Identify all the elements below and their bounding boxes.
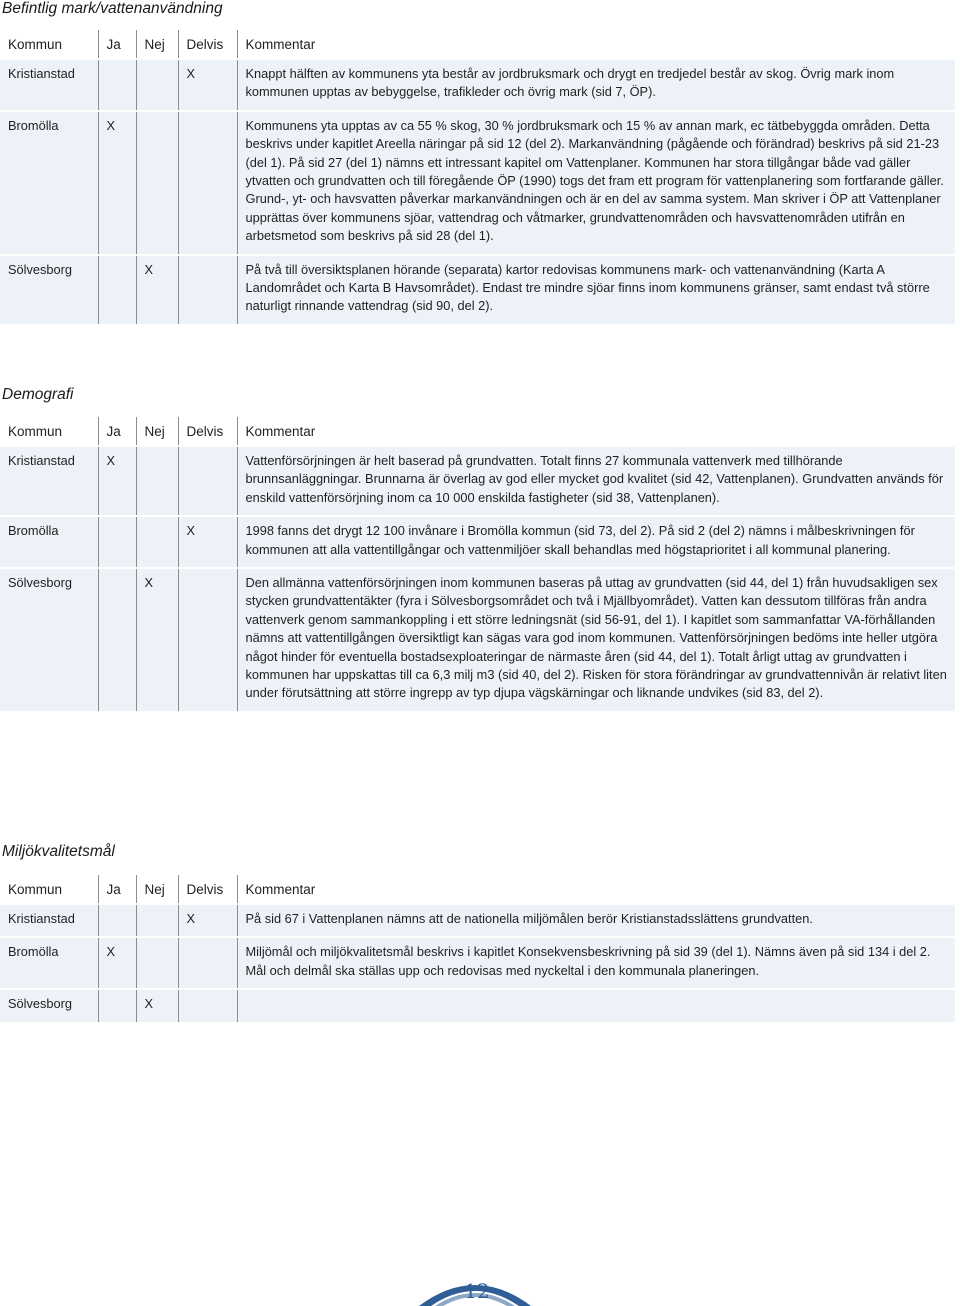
cell-kommun: Bromölla — [0, 937, 98, 989]
header-kommun: Kommun — [8, 881, 63, 897]
cell-nej: X — [136, 989, 178, 1021]
header-delvis: Delvis — [178, 417, 237, 446]
cell-delvis: X — [178, 516, 237, 568]
assessment-table — [0, 875, 955, 1022]
page-number: 12 — [464, 1279, 490, 1303]
cell-kommentar: Den allmänna vattenförsörjningen inom kommunen baseras på uttag av grundvatten (sid 44, del 1) från huvudsakligen sex stycken grundvattentäkter (fyra i Sölvesborgsområdet och två i Mjällbyområdet). Vatten kan dessutom tillföras från andra vattenverk genom sammankoppling i ett större ledningsnät (sid 56-91, del 1). I kapitlet som sammanfattar VA-förhållanden nämns att vattentillgången översiktligt kan sägas vara god inom kommunen. Vattenförsörjningen bedöms inte heller utgöra något hinder för eventuella bostadsexploateringar de närmaste åren (sid 44, del 1). Totalt årligt uttag av grundvatten i kommunen har uppskattas till ca 6,3 milj m3 (sid 40, del 2). Risken för stora förändringar av grundvattennivån är relativt liten under förutsättning att större ingrepp av typ djupa vägskärningar och liknande undvikes (sid 83, del 2). — [237, 568, 955, 711]
cell-kommentar: På sid 67 i Vattenplanen nämns att de nationella miljömålen berör Kristianstadsslättens grundvatten. — [237, 904, 955, 937]
cell-ja: X — [98, 111, 136, 255]
header-kommentar: Kommentar — [237, 417, 955, 446]
header-ja: Ja — [98, 30, 136, 59]
section-title: Demografi — [2, 386, 74, 403]
cell-kommentar: Vattenförsörjningen är helt baserad på grundvatten. Totalt finns 27 kommunala vattenverk med tillhörande brunnsanläggningar. Brunnarna är överlag av god eller mycket god kvalitet (sid 42, Vattenplanen). Grundvatten används för enskild vattenförsörjning inom ca 10 000 enskilda fastigheter (sid 38, Vattenplanen). — [237, 446, 955, 516]
cell-kommun: Kristianstad — [0, 446, 98, 516]
table-row — [0, 904, 955, 937]
cell-nej — [136, 59, 178, 111]
cell-ja: X — [98, 446, 136, 516]
cell-nej: X — [136, 568, 178, 711]
section-title: Befintlig mark/vattenanvändning — [2, 0, 223, 17]
assessment-table — [0, 30, 955, 324]
cell-delvis — [178, 111, 237, 255]
cell-kommentar: Miljömål och miljökvalitetsmål beskrivs i kapitlet Konsekvensbeskrivning på sid 39 (del 1). Nämns även på sid 134 i del 2. Mål och delmål ska ställas upp och redovisas med nyckeltal i den kommunala planeringen. — [237, 937, 955, 989]
cell-kommentar: På två till översiktsplanen hörande (separata) kartor redovisas kommunens mark- och vattenanvändning (Karta A Landområdet och Karta B Havsområdet). Endast tre mindre sjöar finns inom kommunens gränser, samt endast två större naturligt rinnande vattendrag (sid 90, del 2). — [237, 255, 955, 324]
cell-delvis — [178, 937, 237, 989]
cell-nej — [136, 446, 178, 516]
section-title: Miljökvalitetsmål — [2, 843, 115, 860]
header-ja: Ja — [98, 417, 136, 446]
header-ja: Ja — [98, 875, 136, 904]
cell-ja: X — [98, 937, 136, 989]
cell-kommun: Sölvesborg — [0, 989, 98, 1021]
cell-kommentar: 1998 fanns det drygt 12 100 invånare i Bromölla kommun (sid 73, del 2). På sid 2 (del 2) nämns i målbeskrivningen för kommunen att alla vattentillgångar och vattenmiljöer skall behandlas med högstaprioritet i all kommunal planering. — [237, 516, 955, 568]
cell-kommentar — [237, 989, 955, 1021]
header-kommun: Kommun — [8, 36, 63, 52]
table-row — [0, 59, 955, 111]
table-row — [0, 255, 955, 324]
cell-nej — [136, 516, 178, 568]
cell-kommun: Kristianstad — [0, 59, 98, 111]
cell-kommentar: Knappt hälften av kommunens yta består av jordbruksmark och drygt en tredjedel består av skog. Övrig mark inom kommunen upptas av bebyggelse, trafikleder och övrig mark (sid 7, ÖP). — [237, 59, 955, 111]
table-row — [0, 111, 955, 255]
header-delvis: Delvis — [178, 30, 237, 59]
header-nej: Nej — [136, 417, 178, 446]
cell-delvis — [178, 989, 237, 1021]
table-header-row — [0, 875, 955, 904]
header-nej: Nej — [136, 875, 178, 904]
table-row — [0, 568, 955, 711]
table-header-row — [0, 417, 955, 446]
cell-kommun: Kristianstad — [0, 904, 98, 937]
cell-delvis — [178, 446, 237, 516]
cell-kommentar: Kommunens yta upptas av ca 55 % skog, 30 % jordbruksmark och 15 % av annan mark, ec tätbebyggda områden. Detta beskrivs under kapitlet Areella näringar på sid 12 (del 2). Markanvändning (pågående och förändrad) beskrivs på sid 21-23 (del 1). På sid 27 (del 1) nämns ett intressant kapitel om Vattenplaner. Kommunen har stora tillgångar både vad gäller ytvatten och grundvatten och till föregående ÖP (1990) togs det fram ett program för vattenplanering som fortfarande gäller. Grund-, yt- och havsvatten påverkar markanvändningen och är en del av samma system. Man skriver i ÖP att Vattenplaner upprättas över kommunens sjöar, vattendrag och våtmarker, grundvattenområden och havsvattenområden utifrån en arbetsmetod som beskrivs på sid 28 (del 1). — [237, 111, 955, 255]
header-delvis: Delvis — [178, 875, 237, 904]
assessment-table — [0, 417, 955, 711]
header-kommentar: Kommentar — [237, 875, 955, 904]
header-kommun: Kommun — [8, 423, 63, 439]
table-row — [0, 446, 955, 516]
cell-nej — [136, 937, 178, 989]
table-header-row — [0, 30, 955, 59]
cell-ja — [98, 59, 136, 111]
cell-ja — [98, 568, 136, 711]
cell-delvis — [178, 255, 237, 324]
cell-ja — [98, 989, 136, 1021]
cell-nej: X — [136, 255, 178, 324]
cell-delvis — [178, 568, 237, 711]
header-kommentar: Kommentar — [237, 30, 955, 59]
table-row — [0, 516, 955, 568]
cell-ja — [98, 516, 136, 568]
cell-kommun: Sölvesborg — [0, 568, 98, 711]
cell-kommun: Sölvesborg — [0, 255, 98, 324]
cell-kommun: Bromölla — [0, 516, 98, 568]
table-row — [0, 989, 955, 1021]
table-row — [0, 937, 955, 989]
cell-kommun: Bromölla — [0, 111, 98, 255]
header-nej: Nej — [136, 30, 178, 59]
cell-nej — [136, 904, 178, 937]
cell-ja — [98, 904, 136, 937]
cell-nej — [136, 111, 178, 255]
cell-delvis: X — [178, 904, 237, 937]
cell-ja — [98, 255, 136, 324]
cell-delvis: X — [178, 59, 237, 111]
